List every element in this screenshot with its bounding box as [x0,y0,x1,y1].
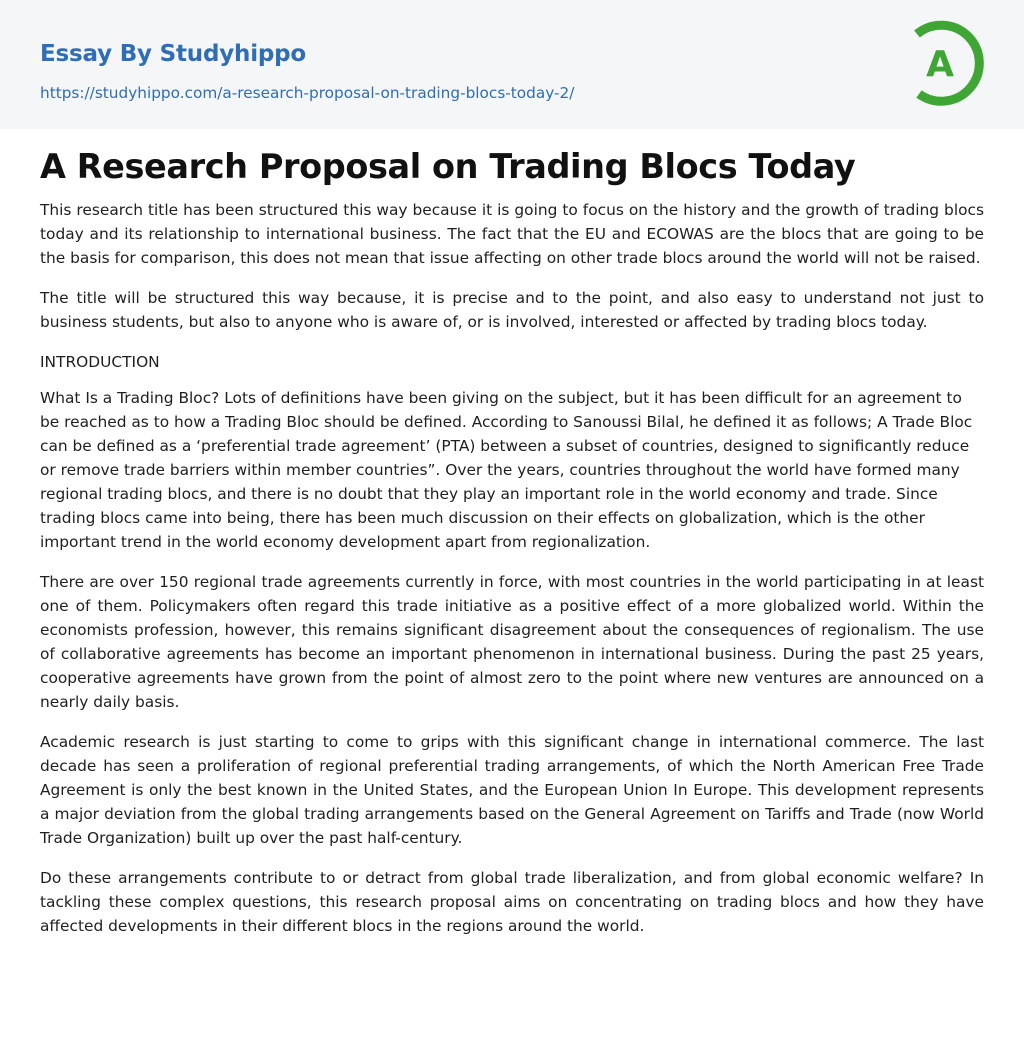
studyhippo-logo-icon[interactable] [907,18,987,106]
section-heading-introduction: INTRODUCTION [40,353,160,371]
site-header [0,0,1024,129]
paragraph-5: Academic research is just starting to come to grips with this significant change in international commerce. The last decade has seen a proliferation of regional preferential trading arrangements, of which the North American Free Trade Agreement is only the best known in the United States, and the European Union In Europe. This development represents a major deviation from the global trading arrangements based on the General Agreement on Tariffs and Trade (now World Trade Organization) built up over the past half-century. [40,733,984,847]
paragraph-6: Do these arrangements contribute to or detract from global trade liberalization, and from global economic welfare? In tackling these complex questions, this research proposal aims on concentrating on trading blocs and how they have affected developments in their different blocs in the regions around the world. [40,869,984,935]
site-brand[interactable]: Essay By Studyhippo [40,41,307,67]
essay-url-link[interactable]: https://studyhippo.com/a-research-proposal-on-trading-blocs-today-2/ [40,84,575,102]
paragraph-4: There are over 150 regional trade agreements currently in force, with most countries in the world participating in at least one of them. Policymakers often regard this trade initiative as a positive effect of a more globalized world. Within the economists profession, however, this remains significant disagreement about the consequences of regionalism. The use of collaborative agreements has become an important phenomenon in international business. During the past 25 years, cooperative agreements have grown from the point of almost zero to the point where new ventures are announced on a nearly daily basis. [40,573,984,711]
paragraph-1: This research title has been structured this way because it is going to focus on the history and the growth of trading blocs today and its relationship to international business. The fact that the EU and ECOWAS are the blocs that are going to be the basis for comparison, this does not mean that issue affecting on other trade blocs around the world will not be raised. [40,201,984,267]
paragraph-3: What Is a Trading Bloc? Lots of definitions have been giving on the subject, but it has been difficult for an agreement to be reached as to how a Trading Bloc should be defined. According to Sanoussi Bilal, he defined it as follows; A Trade Bloc can be defined as a ‘preferential trade agreement’ (PTA) between a subset of countries, designed to significantly reduce or remove trade barriers within member countries”. Over the years, countries throughout the world have formed many regional trading blocs, and there is no doubt that they play an important role in the world economy and trade. Since trading blocs came into being, there has been much discussion on their effects on globalization, which is the other important trend in the world economy development apart from regionalization. [40,389,973,551]
paragraph-2: The title will be structured this way because, it is precise and to the point, and also easy to understand not just to business students, but also to anyone who is aware of, or is involved, interested or affected by trading blocs today. [40,289,984,331]
article [40,144,984,954]
article-title: A Research Proposal on Trading Blocs Today [40,147,856,186]
logo-letter: A [926,44,954,85]
